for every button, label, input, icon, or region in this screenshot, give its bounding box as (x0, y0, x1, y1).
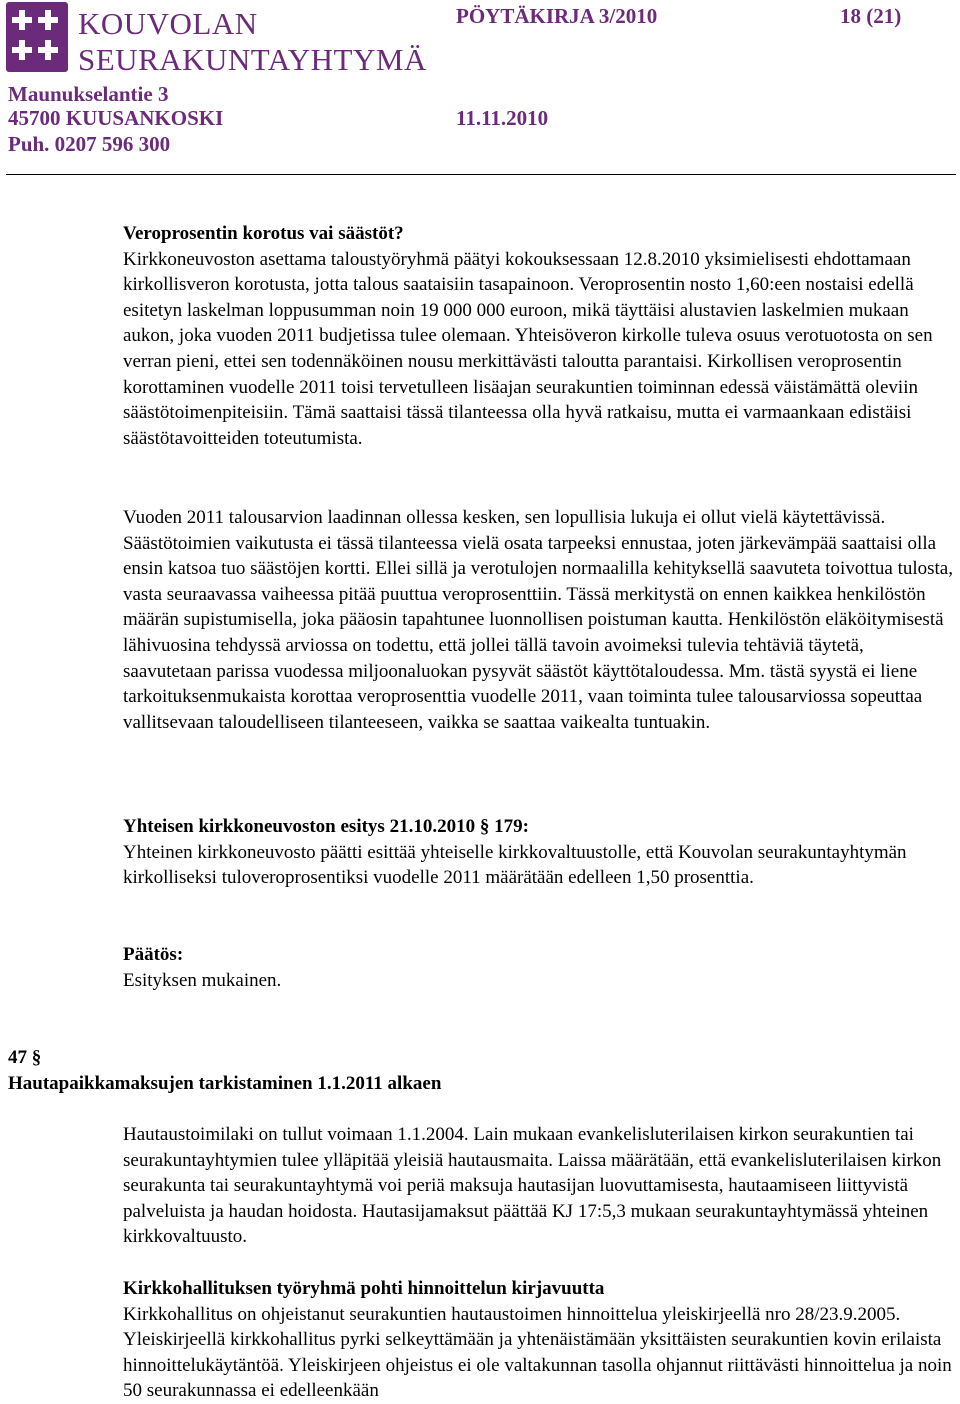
sub-heading: Kirkkohallituksen työryhmä pohti hinnoittelun kirjavuutta (123, 1278, 605, 1299)
section-decision (123, 942, 953, 993)
cross-logo-icon (6, 2, 68, 72)
decision-heading: Päätös: (123, 944, 184, 965)
page-number: 18 (21) (840, 4, 902, 28)
proposal-heading: Yhteisen kirkkoneuvoston esitys 21.10.2010 § 179: (123, 816, 529, 837)
address-city: 45700 KUUSANKOSKI (8, 106, 224, 130)
section-proposal (123, 814, 953, 891)
section-tax-rate (123, 221, 953, 451)
logo (6, 2, 426, 76)
address-street: Maunukselantie 3 (8, 82, 169, 106)
paragraph: Kirkkoneuvoston asettama taloustyöryhmä päätyi kokouksessaan 12.8.2010 yksimielisesti ehdottamaan kirkollisveron korotusta, jotta talous saataisiin tasapainoon. Veroprosentin nosto 1,60:een nostaisi edellä esitetyn laskelman loppusumman noin 19 000 000 euroon, mikä täyttäisi alustavien laskelmien mukaan aukon, joka vuoden 2011 budjetissa tulee olemaan. Yhteisöveron kirkolle tuleva osuus verotuotosta on sen verran pieni, ettei sen todennäköinen nousu merkittävästi taloutta parantaisi. Kirkollisen veroprosentin korottaminen vuodelle 2011 toisi tervetulleen lisäajan seurakuntien toiminnan edessä väistämättä oleviin säästötoimenpiteisiin. Tämä saattaisi tässä tilanteessa olla hyvä ratkaisu, mutta ei varmaankaan edistäisi säästötavoitteiden toteutumista. (123, 248, 933, 449)
section-title: Hautapaikkamaksujen tarkistaminen 1.1.2011 alkaen (8, 1073, 442, 1094)
section-burial-law (123, 1122, 953, 1250)
section-heading: Veroprosentin korotus vai säästöt? (123, 223, 404, 244)
decision-text: Esityksen mukainen. (123, 969, 282, 991)
paragraph: Kirkkohallitus on ohjeistanut seurakuntien hautaustoimen hinnoittelua yleiskirjeellä nro 28/23.9.2005. Yleiskirjeellä kirkkohallitus pyrki selkeyttämään ja yhtenäistämään yksittäisten seurakuntien kovin erilaista hinnoittelukäytäntöä. Yleiskirjeen ohjeistus ei ole valtakunnan tasolla ohjannut riittävästi hinnoittelua ja noin 50 seurakunnassa ei edelleenkään (123, 1303, 952, 1402)
document-title: PÖYTÄKIRJA 3/2010 (456, 4, 658, 28)
section-number: 47 § (8, 1047, 42, 1068)
section-working-group (123, 1276, 960, 1404)
header-divider (6, 174, 956, 175)
org-name-line2: SEURAKUNTAYHTYMÄ (78, 42, 427, 77)
section-budget (123, 505, 953, 735)
paragraph: Hautaustoimilaki on tullut voimaan 1.1.2004. Lain mukaan evankelisluterilaisen kirkon seurakuntien tai seurakuntayhtymien tulee ylläpitää yleisiä hautausmaita. Laissa määrätään, että evankelisluterilaisen kirkon seurakunta tai seurakuntayhtymä voi periä maksuja hautasijan luovuttamisesta, hautaamiseen liittyvistä palveluista ja haudan hoidosta. Hautasijamaksut päättää KJ 17:5,3 mukaan seurakuntayhtymässä yhteinen kirkkovaltuusto. (123, 1124, 942, 1248)
paragraph: Vuoden 2011 talousarvion laadinnan ollessa kesken, sen lopullisia lukuja ei ollut vielä käytettävissä. Säästötoimien vaikutusta ei tässä tilanteessa vielä osata tarpeeksi ennustaa, joten järkevämpää saattaisi olla ensin katsoa tuo säästöjen kortti. Ellei sillä ja verotulojen normaalilla kehityksellä saavuteta toivottua tulosta, vasta seuraavassa vaiheessa pitää puuttua veroprosenttiin. Tässä merkitystä on ennen kaikkea henkilöstön määrän supistumisella, joka pääosin tapahtunee luonnollisen poistuman kautta. Henkilöstön eläköitymisestä lähivuosina tehdyssä arviossa on todettu, että jollei tällä tavoin avoimeksi tulevia tehtäviä täytetä, saavutetaan parissa vuodessa miljoonaluokan pysyvät säästöt käyttötaloudessa. Mm. tästä syystä ei liene tarkoituksenmukaista korottaa veroprosenttia vuodelle 2011, vaan toiminta tulee talousarviossa sopeuttaa vallitsevaan taloudelliseen tilanteeseen, vaikka se saattaa vaikealta tuntuakin. (123, 507, 953, 733)
meeting-date: 11.11.2010 (456, 106, 549, 130)
proposal-text: Yhteinen kirkkoneuvosto päätti esittää yhteiselle kirkkovaltuustolle, että Kouvolan seurakuntayhtymän kirkolliseksi tuloveroprosentiksi vuodelle 2011 määrätään edelleen 1,50 prosenttia. (123, 841, 907, 889)
phone-number: Puh. 0207 596 300 (8, 132, 171, 156)
org-name-line1: KOUVOLAN (78, 6, 258, 41)
